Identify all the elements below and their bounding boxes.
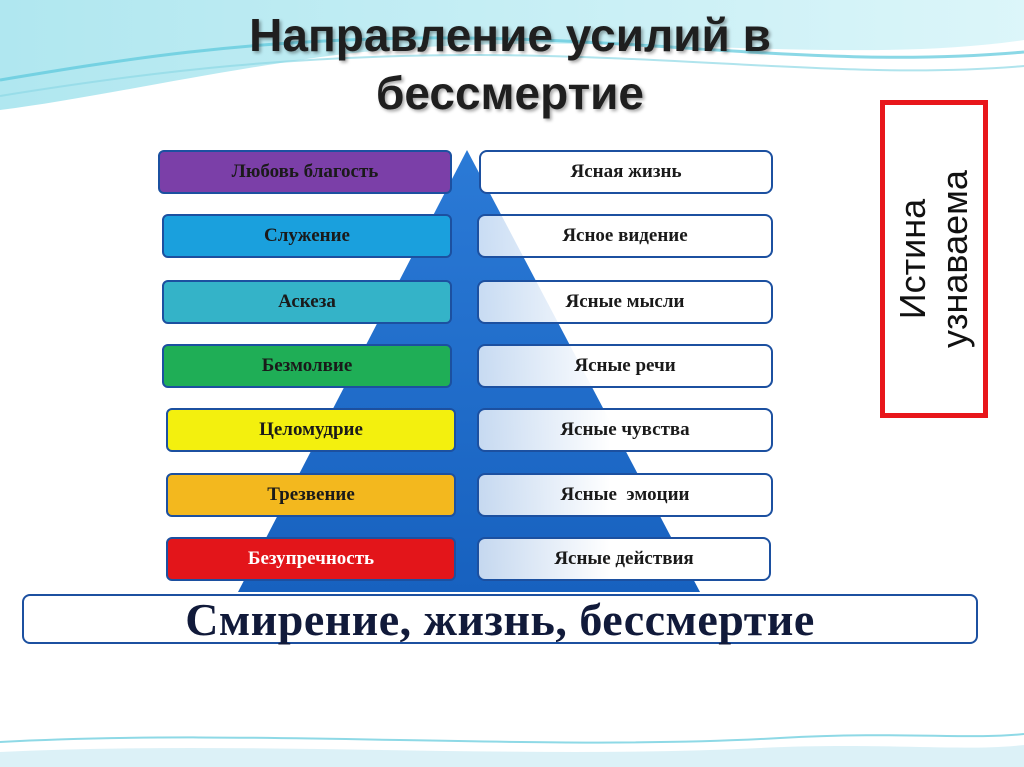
truth-frame bbox=[880, 100, 988, 418]
clear-life: Ясная жизнь bbox=[479, 150, 773, 194]
clear-actions: Ясные действия bbox=[477, 537, 771, 581]
level-sobriety: Трезвение bbox=[166, 473, 456, 517]
truth-label: Истина узнаваема bbox=[892, 170, 975, 348]
level-service: Служение bbox=[162, 214, 452, 258]
level-ascesis: Аскеза bbox=[162, 280, 452, 324]
clear-speech: Ясные речи bbox=[477, 344, 773, 388]
pyramid-base-label: Смирение, жизнь, бессмертие bbox=[22, 594, 978, 644]
clear-feelings: Ясные чувства bbox=[477, 408, 773, 452]
page-title: Направление усилий в бессмертие bbox=[249, 9, 771, 119]
clear-vision: Ясное видение bbox=[477, 214, 773, 258]
level-love: Любовь благость bbox=[158, 150, 452, 194]
level-chastity: Целомудрие bbox=[166, 408, 456, 452]
clear-thoughts: Ясные мысли bbox=[477, 280, 773, 324]
clear-emotions: Ясные эмоции bbox=[477, 473, 773, 517]
level-silence: Безмолвие bbox=[162, 344, 452, 388]
level-impeccability: Безупречность bbox=[166, 537, 456, 581]
